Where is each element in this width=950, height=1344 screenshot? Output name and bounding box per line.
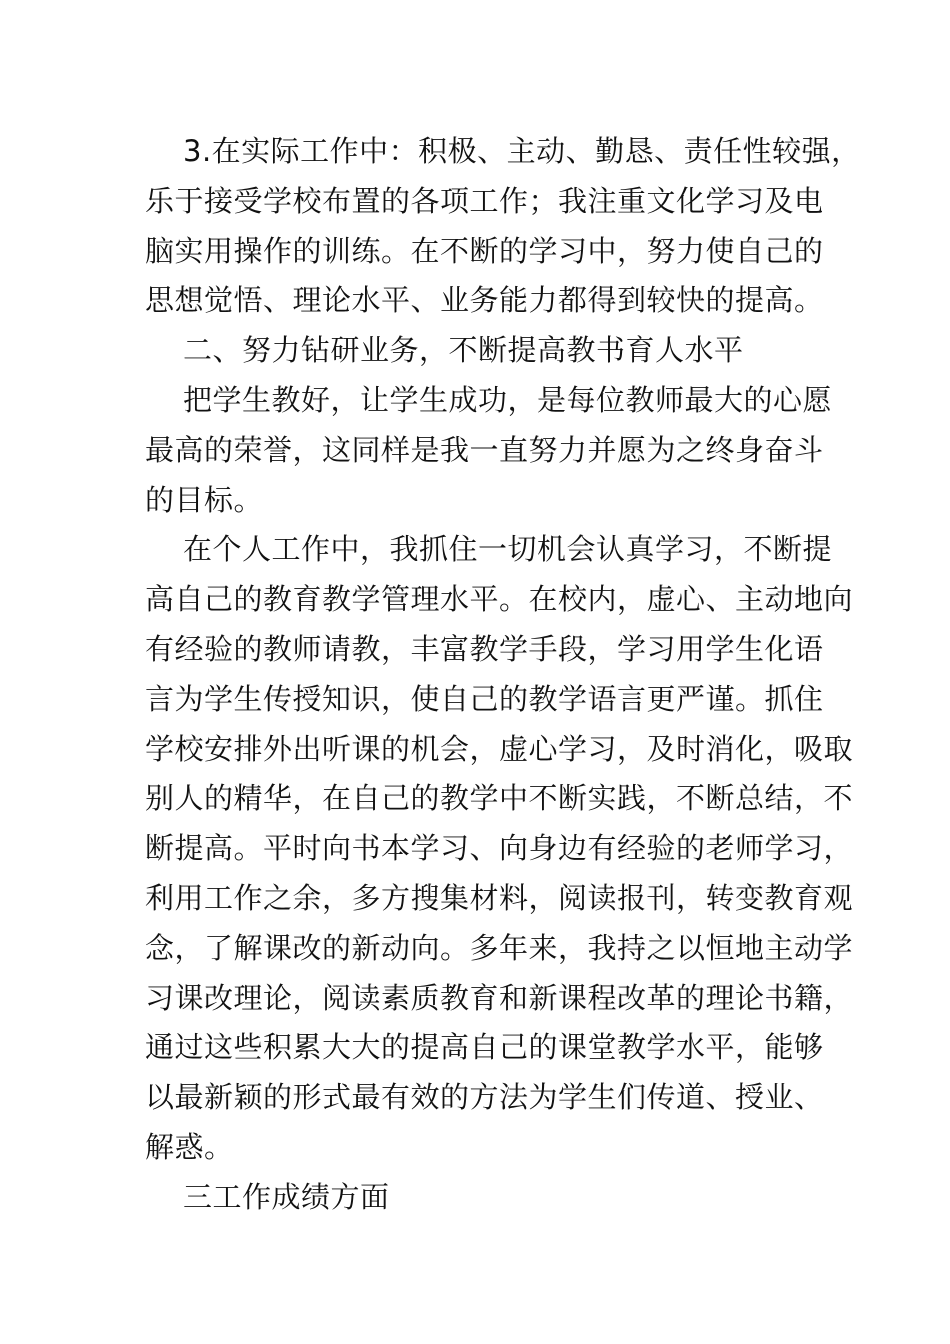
paragraph-teaching-goal [145, 376, 833, 525]
paragraph-work-attitude [145, 127, 861, 326]
paragraph-personal-study [145, 525, 854, 1172]
text-line: 断提高。平时向书本学习、向身边有经验的老师学习， [145, 831, 854, 866]
text-line: 以最新颖的形式最有效的方法为学生们传道、授业、 [145, 1080, 824, 1115]
text-line: 最高的荣誉，这同样是我一直努力并愿为之终身奋斗 [145, 432, 824, 467]
text-line: 学校安排外出听课的机会，虚心学习，及时消化，吸取 [145, 731, 854, 766]
text-line: 习课改理论，阅读素质教育和新课程改革的理论书籍， [145, 980, 854, 1015]
text-line: 别人的精华，在自己的教学中不断实践，不断总结，不 [145, 781, 854, 816]
section-heading-text: 三工作成绩方面 [183, 1179, 390, 1214]
text-line: 3.在实际工作中：积极、主动、勤恳、责任性较强， [183, 134, 861, 168]
text-line: 利用工作之余，多方搜集材料，阅读报刊，转变教育观 [145, 880, 854, 915]
text-line: 念，了解课改的新动向。多年来，我持之以恒地主动学 [145, 930, 854, 965]
section-heading-text: 二、努力钻研业务，不断提高教书育人水平 [183, 333, 744, 368]
text-line: 乐于接受学校布置的各项工作；我注重文化学习及电 [145, 183, 824, 218]
text-line: 高自己的教育教学管理水平。在校内，虚心、主动地向 [145, 582, 854, 617]
section-heading-2 [145, 326, 805, 376]
text-line: 在个人工作中，我抓住一切机会认真学习，不断提 [183, 532, 833, 567]
section-heading-3 [145, 1173, 805, 1223]
text-line: 有经验的教师请教，丰富教学手段，学习用学生化语 [145, 631, 824, 666]
text-line: 通过这些积累大大的提高自己的课堂教学水平，能够 [145, 1030, 824, 1065]
text-line: 解惑。 [145, 1129, 234, 1164]
text-line: 脑实用操作的训练。在不断的学习中，努力使自己的 [145, 233, 824, 268]
text-line: 的目标。 [145, 482, 264, 517]
text-line: 把学生教好，让学生成功，是每位教师最大的心愿 [183, 382, 833, 417]
text-line: 言为学生传授知识，使自己的教学语言更严谨。抓住 [145, 681, 824, 716]
text-line: 思想觉悟、理论水平、业务能力都得到较快的提高。 [145, 283, 824, 318]
document-body [145, 127, 861, 1223]
